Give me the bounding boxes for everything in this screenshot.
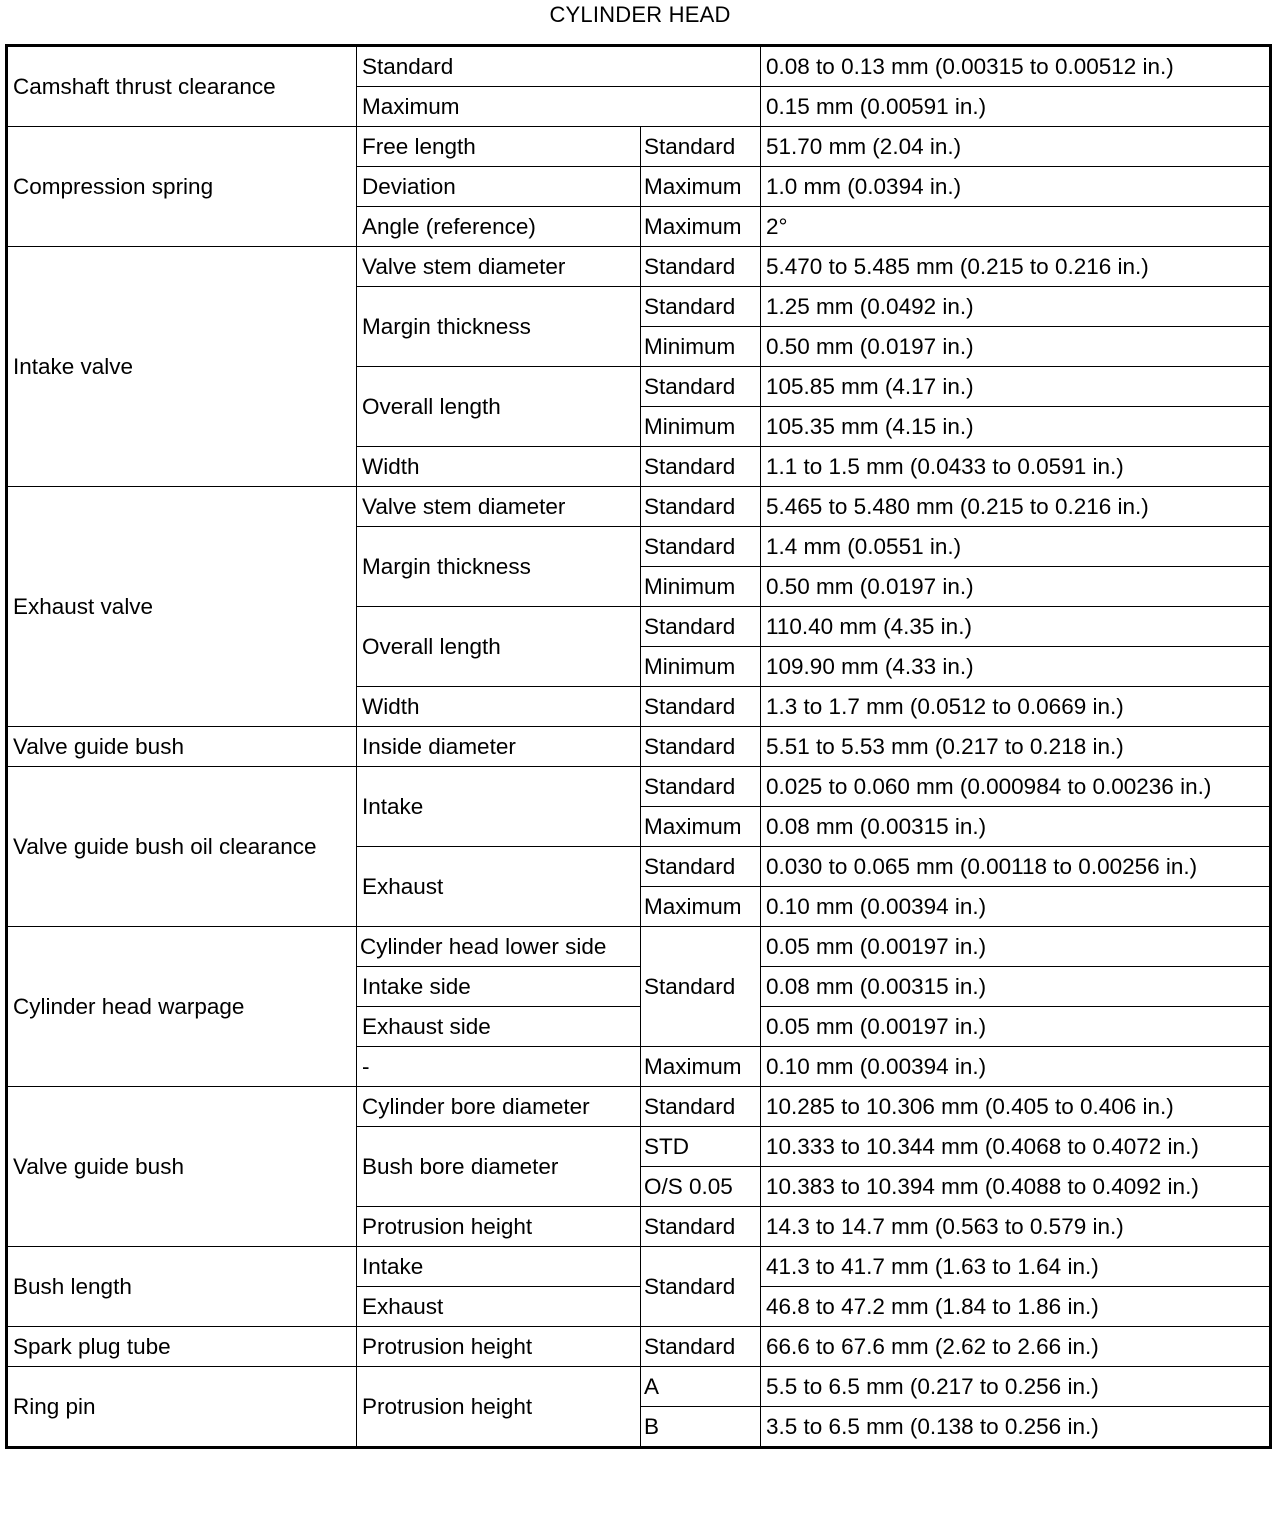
- item-exhaust-valve: Exhaust valve: [7, 487, 357, 727]
- table-row: [7, 1087, 1271, 1127]
- sub-item-cell: Deviation: [357, 167, 641, 207]
- value-cell: 1.1 to 1.5 mm (0.0433 to 0.0591 in.): [761, 447, 1271, 487]
- condition-cell: Standard: [641, 1087, 761, 1127]
- item-valve-guide-bush: Valve guide bush: [7, 727, 357, 767]
- condition-cell: B: [641, 1407, 761, 1448]
- sub-item-cell: Intake side: [357, 967, 641, 1007]
- value-cell: 0.10 mm (0.00394 in.): [761, 1047, 1271, 1087]
- sub-item-cell: Protrusion height: [357, 1207, 641, 1247]
- condition-cell: Standard: [641, 527, 761, 567]
- condition-cell: Standard: [641, 687, 761, 727]
- value-cell: 105.35 mm (4.15 in.): [761, 407, 1271, 447]
- value-cell: 51.70 mm (2.04 in.): [761, 127, 1271, 167]
- page-title: CYLINDER HEAD: [549, 2, 731, 27]
- sub-item-cell: Inside diameter: [357, 727, 641, 767]
- value-cell: 0.15 mm (0.00591 in.): [761, 87, 1271, 127]
- value-cell: 10.333 to 10.344 mm (0.4068 to 0.4072 in.): [761, 1127, 1271, 1167]
- value-cell: 0.10 mm (0.00394 in.): [761, 887, 1271, 927]
- sub-item-cell: Exhaust: [357, 1287, 641, 1327]
- value-cell: 5.5 to 6.5 mm (0.217 to 0.256 in.): [761, 1367, 1271, 1407]
- value-cell: 109.90 mm (4.33 in.): [761, 647, 1271, 687]
- table-row: [7, 767, 1271, 807]
- condition-cell: Maximum: [641, 207, 761, 247]
- value-cell: 41.3 to 41.7 mm (1.63 to 1.64 in.): [761, 1247, 1271, 1287]
- value-cell: 5.51 to 5.53 mm (0.217 to 0.218 in.): [761, 727, 1271, 767]
- sub-item-cell: Valve stem diameter: [357, 247, 641, 287]
- item-camshaft-thrust-clearance: Camshaft thrust clearance: [7, 46, 357, 127]
- sub-item-cell: Intake: [357, 1247, 641, 1287]
- sub-item-cell: Protrusion height: [357, 1367, 641, 1448]
- value-cell: 0.05 mm (0.00197 in.): [761, 1007, 1271, 1047]
- value-cell: 5.465 to 5.480 mm (0.215 to 0.216 in.): [761, 487, 1271, 527]
- value-cell: 2°: [761, 207, 1271, 247]
- value-cell: 10.383 to 10.394 mm (0.4088 to 0.4092 in.): [761, 1167, 1271, 1207]
- cylinder-head-spec-table: [5, 44, 1272, 1449]
- condition-cell: Standard: [641, 727, 761, 767]
- item-compression-spring: Compression spring: [7, 127, 357, 247]
- item-spark-plug-tube: Spark plug tube: [7, 1327, 357, 1367]
- condition-cell: Standard: [641, 487, 761, 527]
- condition-cell: Standard: [641, 1247, 761, 1327]
- condition-cell: Maximum: [641, 807, 761, 847]
- condition-cell: Standard: [357, 46, 761, 87]
- condition-cell: O/S 0.05: [641, 1167, 761, 1207]
- value-cell: 0.08 to 0.13 mm (0.00315 to 0.00512 in.): [761, 46, 1271, 87]
- condition-cell: Standard: [641, 607, 761, 647]
- condition-cell: Standard: [641, 1207, 761, 1247]
- value-cell: 0.030 to 0.065 mm (0.00118 to 0.00256 in.): [761, 847, 1271, 887]
- value-cell: 105.85 mm (4.17 in.): [761, 367, 1271, 407]
- table-row: [7, 127, 1271, 167]
- table-row: [7, 927, 1271, 967]
- value-cell: 0.50 mm (0.0197 in.): [761, 327, 1271, 367]
- sub-item-cell: Exhaust: [357, 847, 641, 927]
- table-row: [7, 46, 1271, 87]
- sub-item-cell: Bush bore diameter: [357, 1127, 641, 1207]
- value-cell: 66.6 to 67.6 mm (2.62 to 2.66 in.): [761, 1327, 1271, 1367]
- item-ring-pin: Ring pin: [7, 1367, 357, 1448]
- condition-cell: Maximum: [357, 87, 761, 127]
- value-cell: 1.25 mm (0.0492 in.): [761, 287, 1271, 327]
- condition-cell: Standard: [641, 847, 761, 887]
- value-cell: 3.5 to 6.5 mm (0.138 to 0.256 in.): [761, 1407, 1271, 1448]
- sub-item-cell: Overall length: [357, 607, 641, 687]
- value-cell: 10.285 to 10.306 mm (0.405 to 0.406 in.): [761, 1087, 1271, 1127]
- item-bush-length: Bush length: [7, 1247, 357, 1327]
- condition-cell: Standard: [641, 767, 761, 807]
- table-row: [7, 247, 1271, 287]
- condition-cell: Minimum: [641, 327, 761, 367]
- value-cell: 0.08 mm (0.00315 in.): [761, 967, 1271, 1007]
- table-row: [7, 487, 1271, 527]
- sub-item-cell: Margin thickness: [357, 527, 641, 607]
- sub-item-cell: Cylinder bore diameter: [357, 1087, 641, 1127]
- value-cell: 0.025 to 0.060 mm (0.000984 to 0.00236 in.): [761, 767, 1271, 807]
- sub-item-cell: Free length: [357, 127, 641, 167]
- value-cell: 0.50 mm (0.0197 in.): [761, 567, 1271, 607]
- item-valve-guide-bush-oil-clearance: Valve guide bush oil clearance: [7, 767, 357, 927]
- condition-cell: A: [641, 1367, 761, 1407]
- condition-cell: Standard: [641, 1327, 761, 1367]
- condition-cell: Standard: [641, 927, 761, 1047]
- table-row: [7, 1327, 1271, 1367]
- table-row: [7, 1367, 1271, 1407]
- value-cell: 5.470 to 5.485 mm (0.215 to 0.216 in.): [761, 247, 1271, 287]
- condition-cell: Minimum: [641, 407, 761, 447]
- condition-cell: Standard: [641, 447, 761, 487]
- condition-cell: Standard: [641, 287, 761, 327]
- sub-item-cell: Exhaust side: [357, 1007, 641, 1047]
- table-row: [7, 1247, 1271, 1287]
- sub-item-cell: Protrusion height: [357, 1327, 641, 1367]
- sub-item-cell: Intake: [357, 767, 641, 847]
- value-cell: 0.08 mm (0.00315 in.): [761, 807, 1271, 847]
- sub-item-cell: -: [357, 1047, 641, 1087]
- condition-cell: Maximum: [641, 887, 761, 927]
- sub-item-cell: Width: [357, 687, 641, 727]
- condition-cell: STD: [641, 1127, 761, 1167]
- value-cell: 46.8 to 47.2 mm (1.84 to 1.86 in.): [761, 1287, 1271, 1327]
- item-cylinder-head-warpage: Cylinder head warpage: [7, 927, 357, 1087]
- value-cell: 1.0 mm (0.0394 in.): [761, 167, 1271, 207]
- sub-item-cell: Valve stem diameter: [357, 487, 641, 527]
- item-valve-guide-bush: Valve guide bush: [7, 1087, 357, 1247]
- condition-cell: Minimum: [641, 567, 761, 607]
- condition-cell: Standard: [641, 367, 761, 407]
- table-row: [7, 727, 1271, 767]
- item-intake-valve: Intake valve: [7, 247, 357, 487]
- sub-item-cell: Width: [357, 447, 641, 487]
- sub-item-cell: Angle (reference): [357, 207, 641, 247]
- condition-cell: Standard: [641, 247, 761, 287]
- condition-cell: Standard: [641, 127, 761, 167]
- value-cell: 1.4 mm (0.0551 in.): [761, 527, 1271, 567]
- value-cell: 110.40 mm (4.35 in.): [761, 607, 1271, 647]
- condition-cell: Maximum: [641, 1047, 761, 1087]
- value-cell: 0.05 mm (0.00197 in.): [761, 927, 1271, 967]
- condition-cell: Maximum: [641, 167, 761, 207]
- condition-cell: Minimum: [641, 647, 761, 687]
- sub-item-cell: Cylinder head lower side: [357, 927, 641, 967]
- value-cell: 14.3 to 14.7 mm (0.563 to 0.579 in.): [761, 1207, 1271, 1247]
- sub-item-cell: Margin thickness: [357, 287, 641, 367]
- sub-item-cell: Overall length: [357, 367, 641, 447]
- value-cell: 1.3 to 1.7 mm (0.0512 to 0.0669 in.): [761, 687, 1271, 727]
